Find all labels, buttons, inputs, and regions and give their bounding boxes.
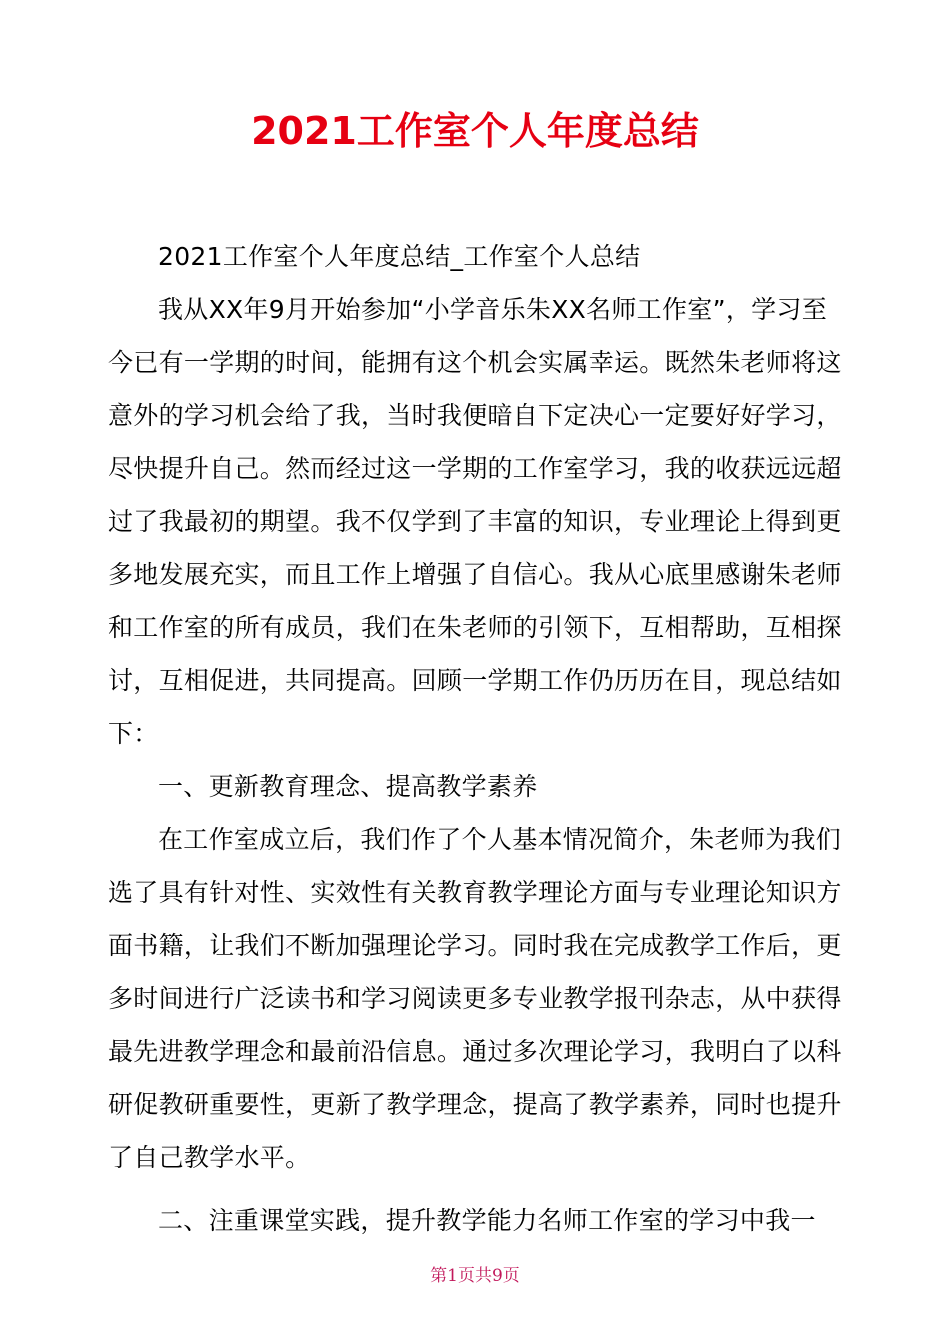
- document-subtitle: 2021工作室个人年度总结_工作室个人总结: [158, 242, 641, 271]
- section-heading-2: 二、注重课堂实践，提升教学能力名师工作室的学习中我一: [158, 1206, 816, 1235]
- document-body: [108, 230, 848, 1247]
- page-number: 第1页共9页: [430, 1266, 520, 1286]
- section-heading-1: 一、更新教育理念、提高教学素养: [158, 772, 538, 801]
- paragraph-intro: 我从XX年9月开始参加“小学音乐朱XX名师工作室”，学习至今已有一学期的时间，能拥有这个机会实属幸运。既然朱老师将这意外的学习机会给了我，当时我便暗自下定决心一定要好好学习，尽快提升自己。然而经过这一学期的工作室学习，我的收获远远超过了我最初的期望。我不仅学到了丰富的知识，专业理论上得到更多地发展充实，而且工作上增强了自信心。我从心底里感谢朱老师和工作室的所有成员，我们在朱老师的引领下，互相帮助，互相探讨，互相促进，共同提高。回顾一学期工作仍历历在目，现总结如下：: [108, 295, 842, 748]
- paragraph-section-1: 在工作室成立后，我们作了个人基本情况简介，朱老师为我们选了具有针对性、实效性有关教育教学理论方面与专业理论知识方面书籍，让我们不断加强理论学习。同时我在完成教学工作后，更多时间进行广泛读书和学习阅读更多专业教学报刊杂志，从中获得最先进教学理念和最前沿信息。通过多次理论学习，我明白了以科研促教研重要性，更新了教学理念，提高了教学素养，同时也提升了自己教学水平。: [108, 825, 842, 1172]
- document-title: 2021工作室个人年度总结: [251, 109, 699, 153]
